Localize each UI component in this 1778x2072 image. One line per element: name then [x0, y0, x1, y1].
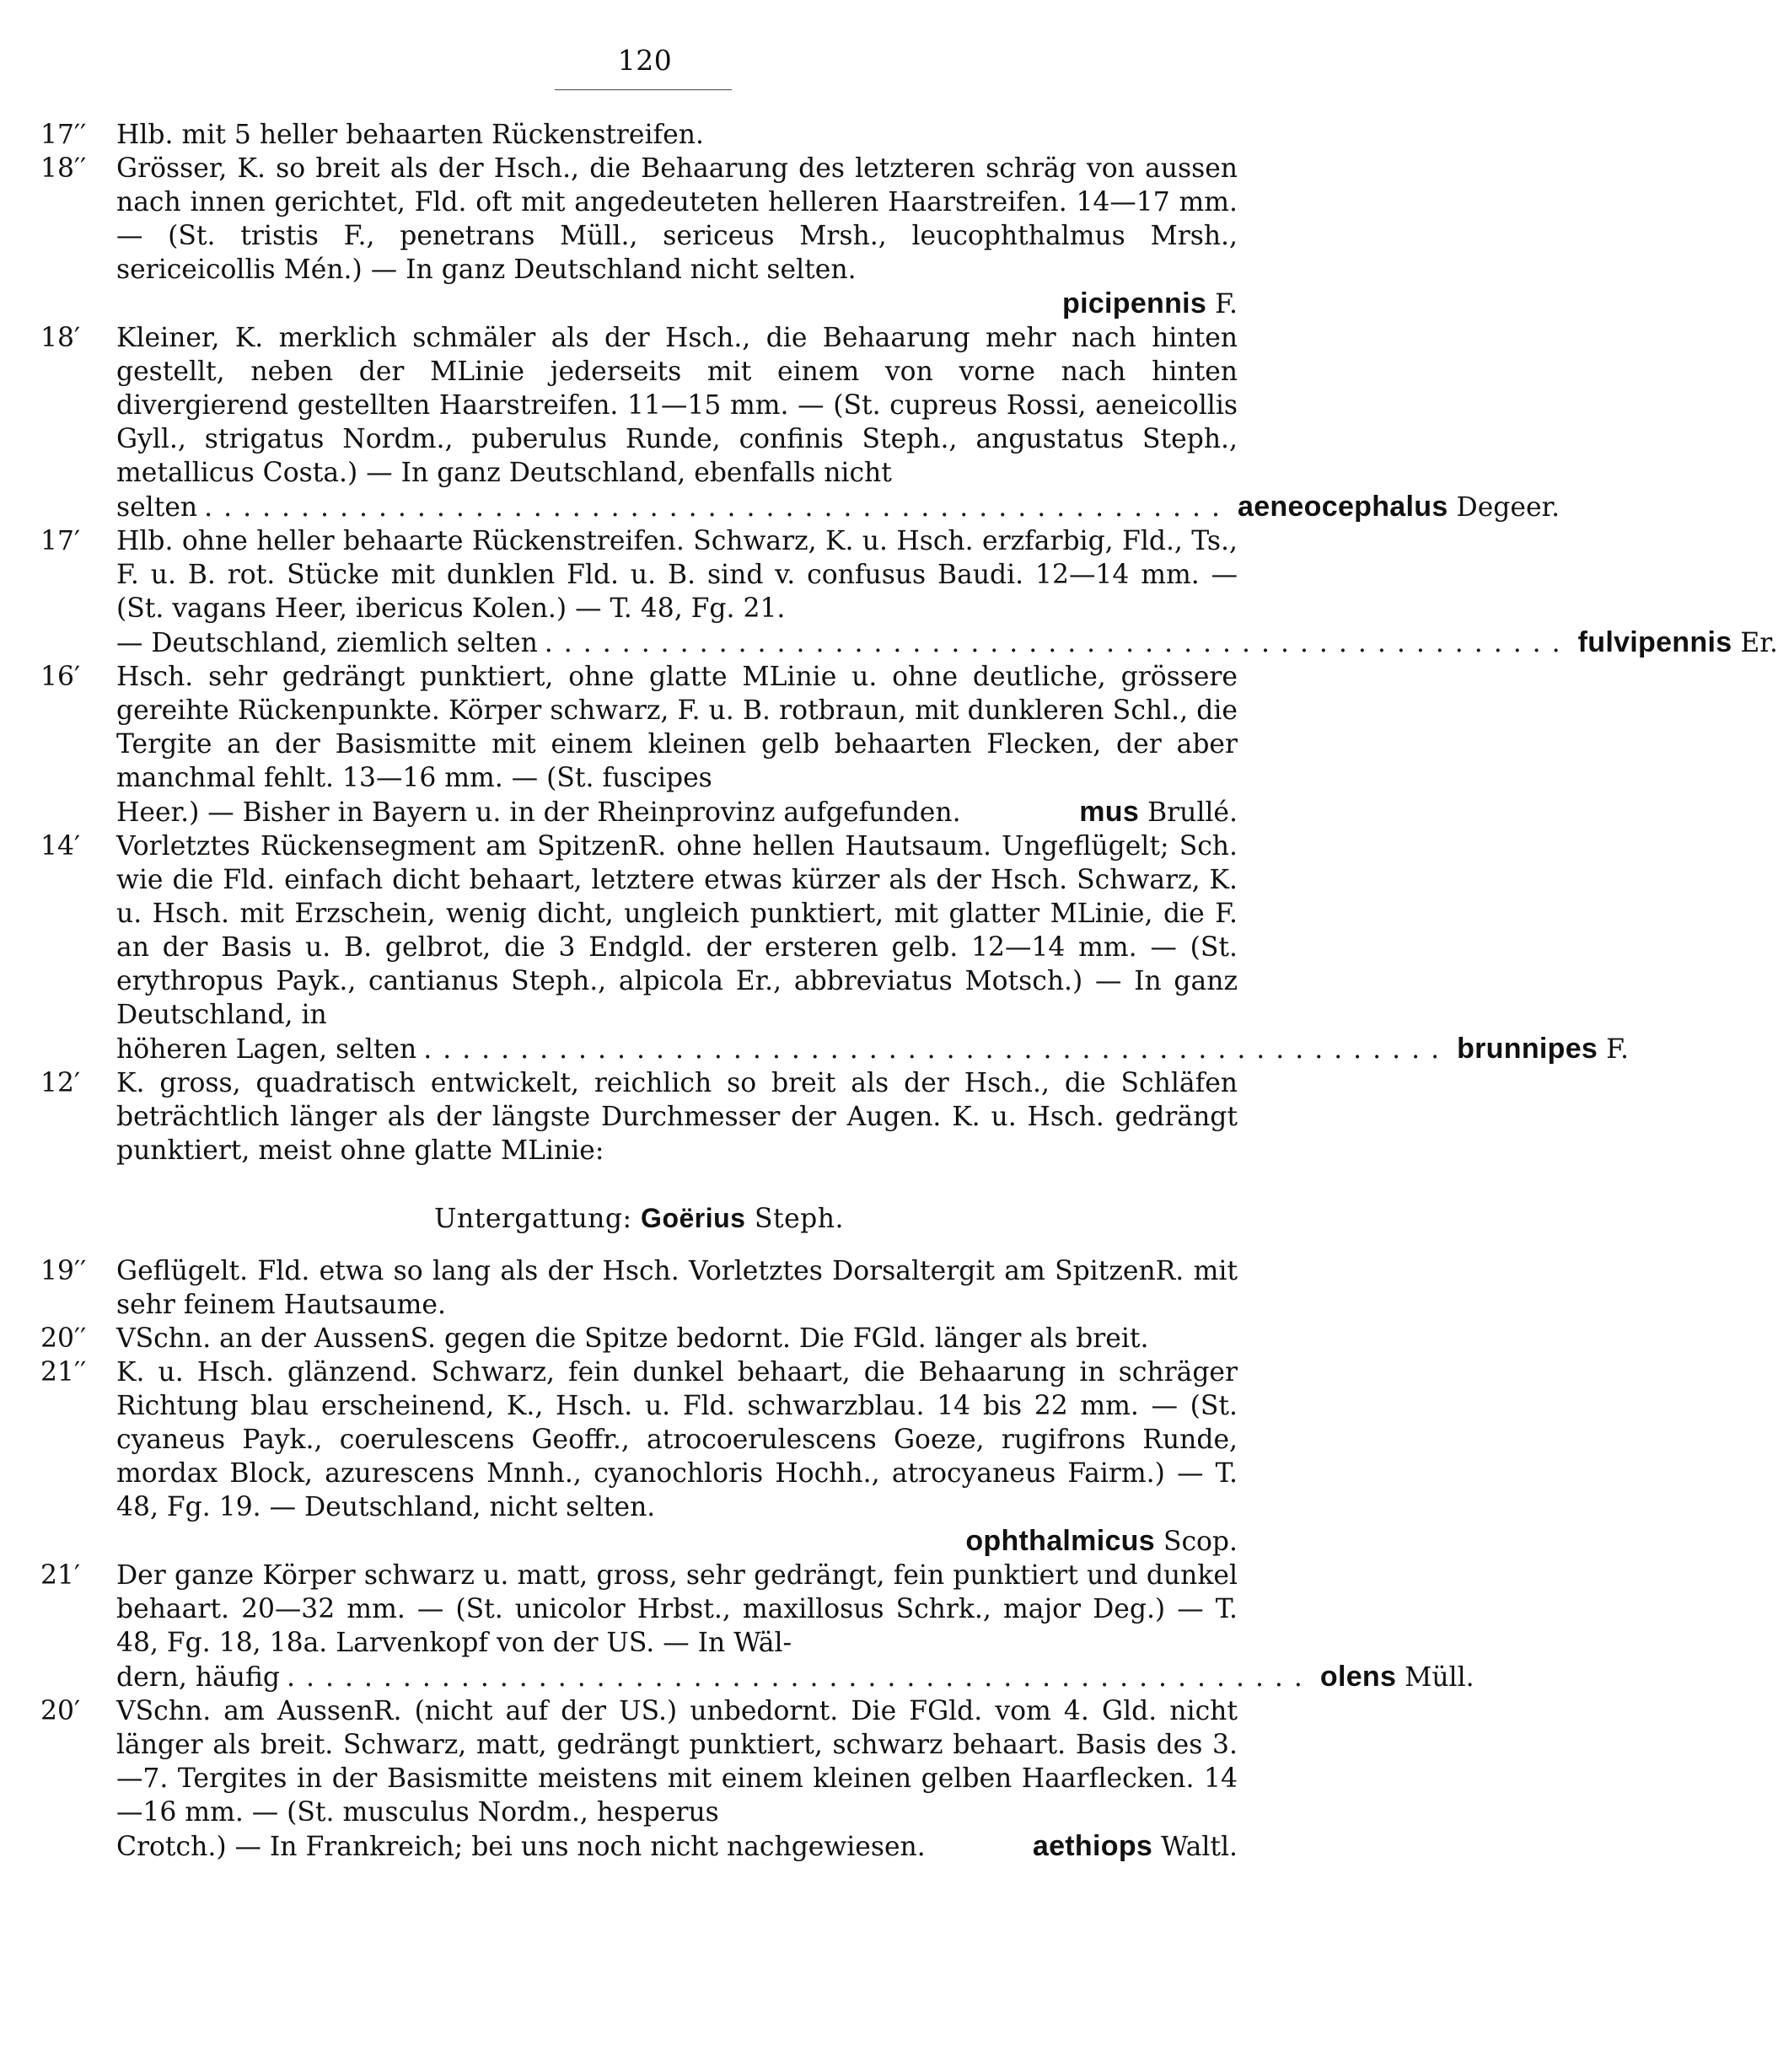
key-entry: [40, 1694, 1238, 1864]
species-author: Scop.: [1163, 1527, 1238, 1557]
couplet-number: 18′: [40, 323, 81, 353]
couplet-number: 17′: [40, 526, 81, 556]
key-entry: [40, 152, 1238, 321]
entry-text: Der ganze Körper schwarz u. matt, gross, sehr gedrängt, fein punktiert und dunkel behaart. 20—32 mm. — (St. unicolor Hrbst., maxillosus Schrk., major Deg.) — T. 48, Fg. 18, 18a. Larvenkopf von der US. — In Wäl-: [116, 1560, 1238, 1658]
key-entry: [40, 829, 1629, 1066]
couplet-number: 18′′: [40, 153, 87, 184]
entry-text-end: — Deutschland, ziemlich selten: [116, 628, 538, 658]
subgenus-heading: [40, 1201, 1238, 1236]
key-entry: [40, 118, 1238, 152]
couplet-number: 14′: [40, 831, 81, 862]
subgenus-prefix: Untergattung:: [434, 1204, 632, 1234]
entry-text: Grösser, K. so breit als der Hsch., die Behaarung des letzteren schräg von aussen nach innen gerichtet, Fld. oft mit angedeuteten helleren Haarstreifen. 14—17 mm. — (St. tristis F., penetrans Müll., sericeus Mrsh., leucophthalmus Mrsh., sericeicollis Mén.) — In ganz Deutschland nicht selten.: [116, 153, 1238, 285]
species-author: F.: [1606, 1034, 1629, 1065]
subgenus-author: Steph.: [754, 1204, 844, 1234]
key-entry: [40, 1322, 1238, 1355]
species-author: Müll.: [1405, 1662, 1475, 1693]
taxon-line: [116, 490, 1560, 524]
couplet-number: 19′′: [40, 1256, 87, 1286]
key-entry: [40, 660, 1238, 829]
species-name: aethiops: [1032, 1830, 1153, 1862]
species-name: brunnipes: [1457, 1033, 1598, 1065]
key-entry: [40, 524, 1778, 660]
subgenus-name: Goërius: [641, 1203, 746, 1233]
entry-text: K. u. Hsch. glänzend. Schwarz, fein dunkel behaart, die Behaarung in schräger Richtung blau erscheinend, K., Hsch. u. Fld. schwarzblau. 14 bis 22 mm. — (St. cyaneus Payk., coerulescens Geoffr., atrocoerulescens Goeze, rugifrons Runde, mordax Block, azurescens Mnnh., cyanochloris Hochh., atrocyaneus Fairm.) — T. 48, Fg. 19. — Deutschland, nicht selten.: [116, 1357, 1238, 1522]
couplet-number: 16′: [40, 662, 81, 692]
key-entry: [40, 1559, 1475, 1694]
species-name: olens: [1319, 1661, 1397, 1693]
taxon-line: [116, 287, 1238, 321]
entry-text-end: Crotch.) — In Frankreich; bei uns noch nicht nachgewiesen.: [116, 1832, 926, 1862]
key-entry: [40, 321, 1560, 524]
species-author: Degeer.: [1456, 492, 1560, 523]
species-name: mus: [1079, 796, 1140, 828]
entry-text-end: höheren Lagen, selten: [116, 1034, 417, 1065]
entry-text: Hsch. sehr gedrängt punktiert, ohne glatte MLinie u. ohne deutliche, grössere gereihte Rückenpunkte. Körper schwarz, F. u. B. rotbraun, mit dunkleren Schl., die Tergite an der Basismitte mit einem kleinen gelb behaarten Flecken, der aber manchmal fehlt. 13—16 mm. — (St. fuscipes: [116, 662, 1238, 793]
dot-leader: .....................................................: [287, 1662, 1313, 1693]
couplet-number: 21′: [40, 1560, 81, 1591]
taxon-line: [116, 1032, 1629, 1066]
entry-text-end: selten: [116, 492, 198, 523]
species-author: Brullé.: [1147, 797, 1238, 828]
entry-text-end: Heer.) — Bisher in Bayern u. in der Rheinprovinz aufgefunden.: [116, 797, 961, 828]
taxon-line: [116, 795, 1238, 829]
species-author: Waltl.: [1161, 1832, 1238, 1862]
taxon-line: [116, 1829, 1238, 1864]
entry-text: K. gross, quadratisch entwickelt, reichlich so breit als der Hsch., die Schläfen beträchtlich länger als der längste Durchmesser der Augen. K. u. Hsch. gedrängt punktiert, meist ohne glatte MLinie:: [116, 1068, 1238, 1166]
species-author: F.: [1215, 289, 1238, 319]
couplet-number: 12′: [40, 1068, 81, 1098]
couplet-number: 17′′: [40, 120, 87, 150]
key-entry: [40, 1355, 1238, 1559]
species-name: fulvipennis: [1577, 626, 1732, 658]
entry-text: Hlb. ohne heller behaarte Rückenstreifen. Schwarz, K. u. Hsch. erzfarbig, Fld., Ts., F. u. B. rot. Stücke mit dunklen Fld. u. B. sind v. confusus Baudi. 12—14 mm. — (St. vagans Heer, ibericus Kolen.) — T. 48, Fg. 21.: [116, 526, 1238, 624]
entry-text: VSchn. an der AussenS. gegen die Spitze bedornt. Die FGld. länger als breit.: [116, 1323, 1149, 1354]
couplet-number: 20′: [40, 1696, 81, 1726]
species-name: ophthalmicus: [965, 1525, 1155, 1557]
entry-text: Kleiner, K. merklich schmäler als der Hsch., die Behaarung mehr nach hinten gestellt, neben der MLinie jederseits mit einem von vorne nach hinten divergierend gestellten Haarstreifen. 11—15 mm. — (St. cupreus Rossi, aeneicollis Gyll., strigatus Nordm., puberulus Runde, confinis Steph., angustatus Steph., metallicus Costa.) — In ganz Deutschland, ebenfalls nicht: [116, 323, 1238, 488]
key-text: [40, 118, 1778, 1864]
taxon-line: [116, 1660, 1475, 1694]
page-number: 120: [617, 44, 673, 77]
key-entry: [40, 1254, 1238, 1322]
couplet-number: 21′′: [40, 1357, 87, 1388]
species-name: picipennis: [1062, 287, 1207, 319]
entry-text: Hlb. mit 5 heller behaarten Rückenstreifen.: [116, 120, 704, 150]
entry-text: Geflügelt. Fld. etwa so lang als der Hsch. Vorletztes Dorsaltergit am SpitzenR. mit sehr feinem Hautsaume.: [116, 1256, 1238, 1320]
key-entry: [40, 1066, 1238, 1168]
entry-text: Vorletztes Rückensegment am SpitzenR. ohne hellen Hautsaum. Ungeflügelt; Sch. wie die Fld. einfach dicht behaart, letztere etwas kürzer als der Hsch. Schwarz, K. u. Hsch. mit Erzschein, wenig dicht, ungleich punktiert, mit glatter MLinie, die F. an der Basis u. B. gelbrot, die 3 Endgld. der ersteren gelb. 12—14 mm. — (St. erythropus Payk., cantianus Steph., alpicola Er., abbreviatus Motsch.) — In ganz Deutschland, in: [116, 831, 1238, 1030]
dot-leader: .....................................................: [423, 1034, 1451, 1065]
species-name: aeneocephalus: [1237, 491, 1448, 523]
dot-leader: .....................................................: [204, 492, 1231, 523]
taxon-line: [116, 1524, 1238, 1559]
taxon-line: [116, 625, 1778, 660]
species-author: Er.: [1740, 628, 1778, 658]
couplet-number: 20′′: [40, 1323, 87, 1354]
header-rule: [555, 89, 732, 90]
entry-text: VSchn. am AussenR. (nicht auf der US.) unbedornt. Die FGld. vom 4. Gld. nicht länger als breit. Schwarz, matt, gedrängt punktiert, schwarz behaart. Basis des 3.—7. Tergites in der Basismitte meistens mit einem kleinen gelben Haarflecken. 14—16 mm. — (St. musculus Nordm., hesperus: [116, 1696, 1238, 1828]
entry-text-end: dern, häufig: [116, 1662, 281, 1693]
dot-leader: .....................................................: [544, 628, 1571, 658]
